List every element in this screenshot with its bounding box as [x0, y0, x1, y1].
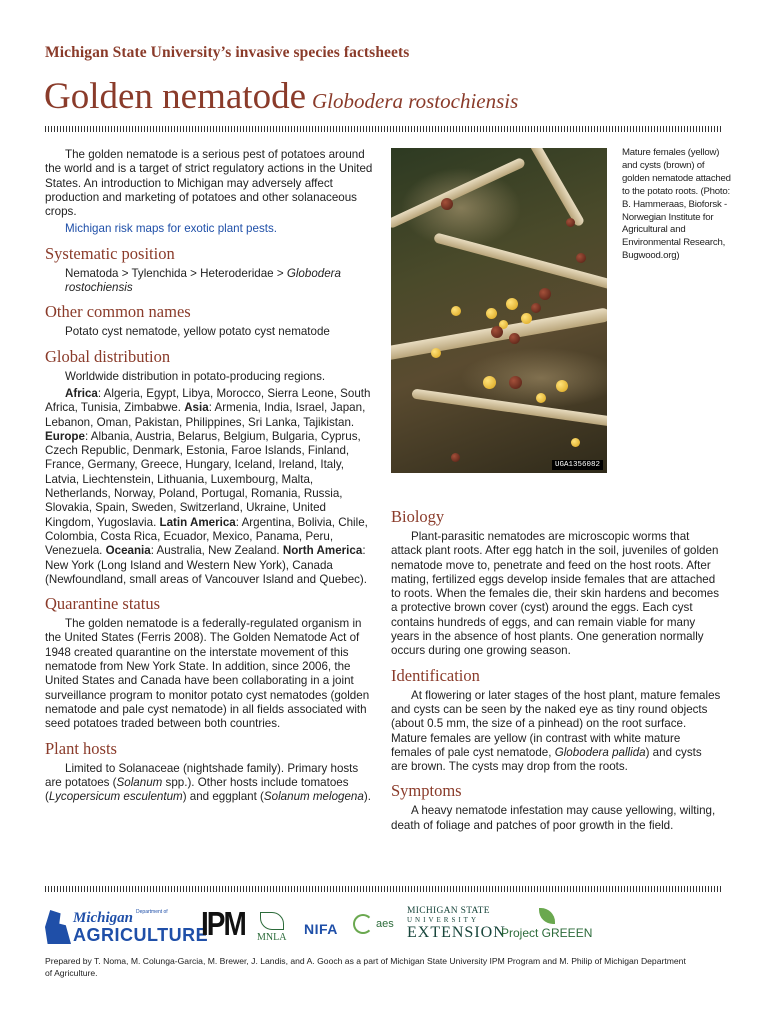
credits: Prepared by T. Noma, M. Colunga-Garcia, M. Brewer, J. Landis, and A. Gooch as a part of Michigan State University IPM Program and M. Philip of Michigan Department of Agriculture. [45, 956, 686, 979]
nematode-photo [391, 148, 607, 473]
risk-maps-link[interactable]: Michigan risk maps for exotic plant pests. [65, 222, 277, 236]
symptoms-heading: Symptoms [391, 781, 462, 801]
biology-heading: Biology [391, 507, 445, 526]
msu-extension-logo: MICHIGAN STATE UNIVERSITY EXTENSION [407, 906, 506, 941]
systematic-heading: Systematic position [45, 243, 175, 263]
page-title [44, 75, 518, 118]
series-title: Michigan State University’s invasive species factsheets [45, 44, 410, 61]
intro-text: The golden nematode is a serious pest of potatoes around the world and is a target of strict regulatory actions in the United States. An introduction to Michigan may adversely affect production and marketing of potatoes and other solanaceous crops. [45, 148, 373, 219]
quarantine-heading: Quarantine status [45, 594, 161, 614]
project-greeen-logo: Project GREEEN [501, 908, 592, 940]
identification-heading: Identification [391, 665, 480, 685]
sprout-icon [539, 908, 555, 924]
distribution-regions: Africa: Algeria, Egypt, Libya, Morocco, Sierra Leone, South Africa, Tunisia, Zimbabwe. Asia: Armenia, India, Israel, Japan, Lebanon, Oman, Pakistan, Philippines, Sri Lanka, Tajikistan. Europe: Albania, Austria, Belarus, Belgium, Bulgaria, Cyprus, Czech Republic, Denmark, Estonia, Faroe Islands, Finland, France, Germany, Greece, Hungary, Iceland, Ireland, Italy, Latvia, Liechtenstein, Lithuania, Luxembourg, Malta, Netherlands, Norway, Poland, Portugal, Romania, Russia, Slovakia, Spain, Sweden, Switzerland, Ukraine, United Kingdom, Yugoslavia. Latin America: Argentina, Bolivia, Chile, Colombia, Costa Rica, Ecuador, Mexico, Panama, Peru, Venezuela. Oceania: Australia, New Zealand. North America: New York (Long Island and Western New York), Canada (Newfoundland, small areas of Vancouver Island and Quebec). [45, 386, 371, 586]
right-column [391, 500, 721, 833]
maes-logo: aes [353, 914, 394, 934]
michigan-agriculture-logo: Michigan $^{Department of}$ AGRICULTURE [45, 910, 208, 944]
swirl-icon [353, 914, 373, 934]
scientific-name: Globodera rostochiensis [312, 89, 519, 113]
common-names-heading: Other common names [45, 302, 191, 322]
common-name: Golden nematode [44, 76, 306, 117]
hosts-heading: Plant hosts [45, 738, 117, 758]
quarantine-text: The golden nematode is a federally-regulated organism in the United States (Ferris 2008). The Golden Nematode Act of 1948 created quarantine on the interstate movement of this nematode from New York State. In addition, since 2006, the United States and Canada have been collaborating in a joint surveillance program to monitor potato cyst nematodes (golden nematode and pale cyst nematode) in all fields associated with seed potatoes traded between both countries. [45, 617, 370, 731]
distribution-summary: Worldwide distribution in potato-producing regions. [65, 369, 326, 383]
top-divider [45, 126, 723, 132]
distribution-heading: Global distribution [45, 346, 171, 366]
michigan-map-icon [45, 910, 71, 944]
nifa-logo: NIFA [304, 921, 338, 937]
systematic-text: Nematoda > Tylenchida > Heteroderidae > Globodera rostochiensis [65, 266, 341, 295]
identification-text: At flowering or later stages of the host plant, mature females and cysts can be seen by the naked eye as tiny round objects (about 0.5 mm, the size of a pinhead) on the root surface. Mature females are yellow (in contrast with white mature females of pale cyst nematode, Globodera pallida) and cysts are brown. The cysts may drop from the roots. [391, 688, 721, 774]
hosts-text: Limited to Solanaceae (nightshade family). Primary hosts are potatoes (Solanum spp.). Other hosts include tomatoes (Lycopersicum esculentum) and eggplant (Solanum melogena). [45, 761, 371, 804]
symptoms-text: A heavy nematode infestation may cause yellowing, wilting, death of foliage and patches of poor growth in the field. [391, 804, 716, 832]
leaf-icon [260, 912, 284, 930]
mnla-logo: MNLA [257, 912, 286, 943]
bottom-divider [45, 886, 723, 892]
biology-text: Plant-parasitic nematodes are microscopic worms that attack plant roots. After egg hatch in the soil, juveniles of golden nematode move to, penetrate and feed on the host roots. After mating, fertilized eggs develop inside females that are attached to roots. When the females die, their skin hardens and becomes a protective brown cover (cyst) around the eggs. Each cyst contains hundreds of eggs, and can remain viable for many years in the absence of host plants. One generation normally occurs during one growing season. [391, 530, 720, 658]
ipm-logo: IPM [201, 904, 245, 942]
common-names-text: Potato cyst nematode, yellow potato cyst nematode [65, 325, 330, 339]
photo-caption: Mature females (yellow) and cysts (brown) of golden nematode attached to the potato roots. (Photo: B. Hammeraas, Bioforsk - Norwegian Institute for Agricultural and Environmental Research, Bugwood.org) [622, 147, 731, 262]
left-column [45, 148, 375, 804]
partner-logos [45, 904, 605, 954]
photo-id-label: UGA1356082 [552, 460, 603, 470]
